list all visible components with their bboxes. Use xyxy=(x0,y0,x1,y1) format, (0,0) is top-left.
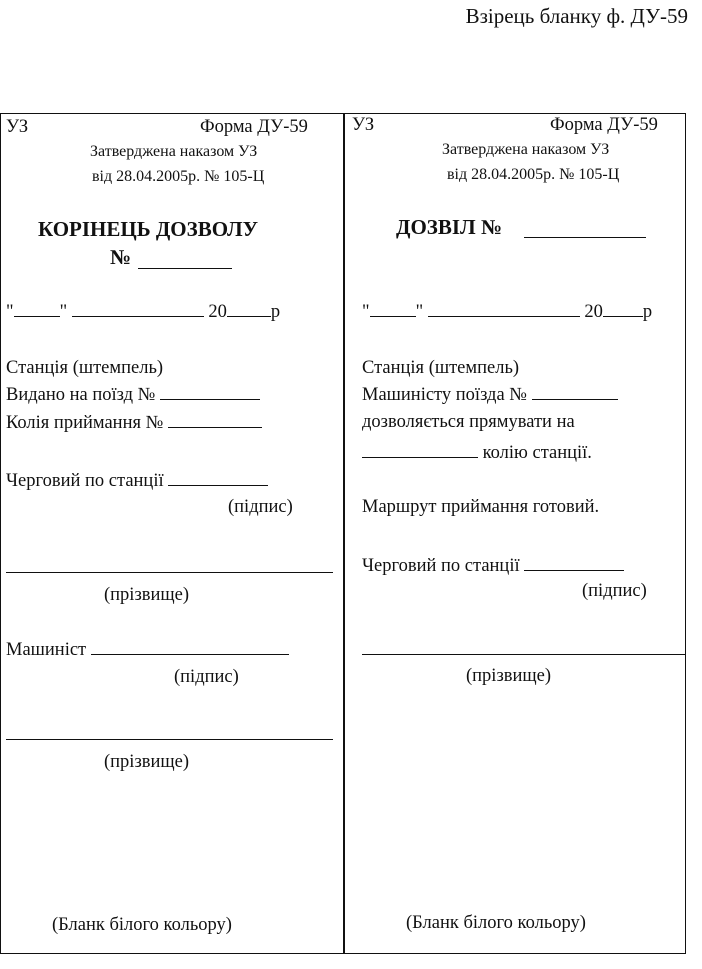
stub-day-field[interactable] xyxy=(14,300,60,317)
stub-footer: (Бланк білого кольору) xyxy=(52,915,232,935)
stub-receiving-track xyxy=(6,411,262,434)
permit-form-label: Форма ДУ-59 xyxy=(550,115,658,135)
stub-form-label: Форма ДУ-59 xyxy=(200,117,308,137)
stub-driver-label: Машиніст xyxy=(6,640,87,660)
permit-duty-officer-field[interactable] xyxy=(524,554,624,571)
stub-approved-line1: Затверджена наказом УЗ xyxy=(90,143,258,160)
permit-driver-train-field[interactable] xyxy=(532,383,618,400)
stub-year-field[interactable] xyxy=(227,300,271,317)
stub-date-suffix: р xyxy=(270,302,281,322)
stub-number-label: № xyxy=(110,245,132,269)
permit-surname-caption: (прізвище) xyxy=(466,666,552,686)
stub-surname2-caption: (прізвище) xyxy=(104,752,190,772)
permit-approved-line1: Затверджена наказом УЗ xyxy=(442,141,610,158)
stub-surname1-caption: (прізвище) xyxy=(104,585,190,605)
permit-date-suffix: р xyxy=(642,302,653,322)
stub-number-field[interactable] xyxy=(138,268,232,269)
stub-date-year: 20 xyxy=(208,302,227,322)
stub-issued-train-field[interactable] xyxy=(160,383,260,400)
permit-station-stamp: Станція (штемпель) xyxy=(362,358,520,378)
permit-approved-line2: від 28.04.2005р. № 105-Ц xyxy=(447,166,620,183)
stub-approved-line2: від 28.04.2005р. № 105-Ц xyxy=(92,168,265,185)
permit-duty-officer xyxy=(362,554,624,577)
permit-route-ready: Маршрут приймання готовий. xyxy=(362,497,600,517)
permit-track xyxy=(362,441,592,464)
permit-org: УЗ xyxy=(352,115,375,135)
stub-signature2-caption: (підпис) xyxy=(174,667,239,687)
permit-signature-caption: (підпис) xyxy=(582,581,647,601)
stub-duty-officer-label: Черговий по станції xyxy=(6,471,164,491)
permit-day-field[interactable] xyxy=(370,300,416,317)
permit-date-year: 20 xyxy=(584,302,603,322)
stub-issued-train-label: Видано на поїзд № xyxy=(6,385,156,405)
permit-track-label: колію станції. xyxy=(482,443,592,463)
stub-title: КОРІНЕЦЬ ДОЗВОЛУ xyxy=(38,217,259,241)
stub-receiving-track-field[interactable] xyxy=(168,411,262,428)
permit-surname-field[interactable] xyxy=(362,654,686,655)
stub-receiving-track-label: Колія приймання № xyxy=(6,413,164,433)
stub-issued-train xyxy=(6,383,260,406)
stub-station-stamp: Станція (штемпель) xyxy=(6,358,164,378)
stub-date-line xyxy=(6,300,280,323)
stub-signature1-caption: (підпис) xyxy=(228,497,293,517)
page-title: Взірець бланку ф. ДУ-59 xyxy=(465,4,688,28)
stub-surname2-field[interactable] xyxy=(6,739,333,740)
permit-footer: (Бланк білого кольору) xyxy=(406,913,586,933)
permit-date-quote-open: " xyxy=(362,302,370,322)
permit-driver-train-label: Машиністу поїзда № xyxy=(362,385,527,405)
stub-duty-officer-field[interactable] xyxy=(168,469,268,486)
stub-driver-field[interactable] xyxy=(91,638,289,655)
permit-driver-train xyxy=(362,383,618,406)
stub-surname1-field[interactable] xyxy=(6,572,333,573)
perforation-divider xyxy=(343,113,345,954)
permit-year-field[interactable] xyxy=(603,300,643,317)
stub-date-quote-open: " xyxy=(6,302,14,322)
permit-number-field[interactable] xyxy=(524,237,646,238)
stub-month-field[interactable] xyxy=(72,300,204,317)
stub-org: УЗ xyxy=(6,117,29,137)
permit-allowed-line: дозволяється прямувати на xyxy=(362,412,575,432)
stub-date-quote-close: " xyxy=(59,302,68,322)
permit-date-quote-close: " xyxy=(415,302,424,322)
permit-track-field[interactable] xyxy=(362,441,478,458)
permit-date-line xyxy=(362,300,652,323)
permit-title: ДОЗВІЛ № xyxy=(396,215,503,239)
stub-duty-officer xyxy=(6,469,268,492)
permit-month-field[interactable] xyxy=(428,300,580,317)
permit-duty-officer-label: Черговий по станції xyxy=(362,556,520,576)
stub-driver xyxy=(6,638,289,661)
